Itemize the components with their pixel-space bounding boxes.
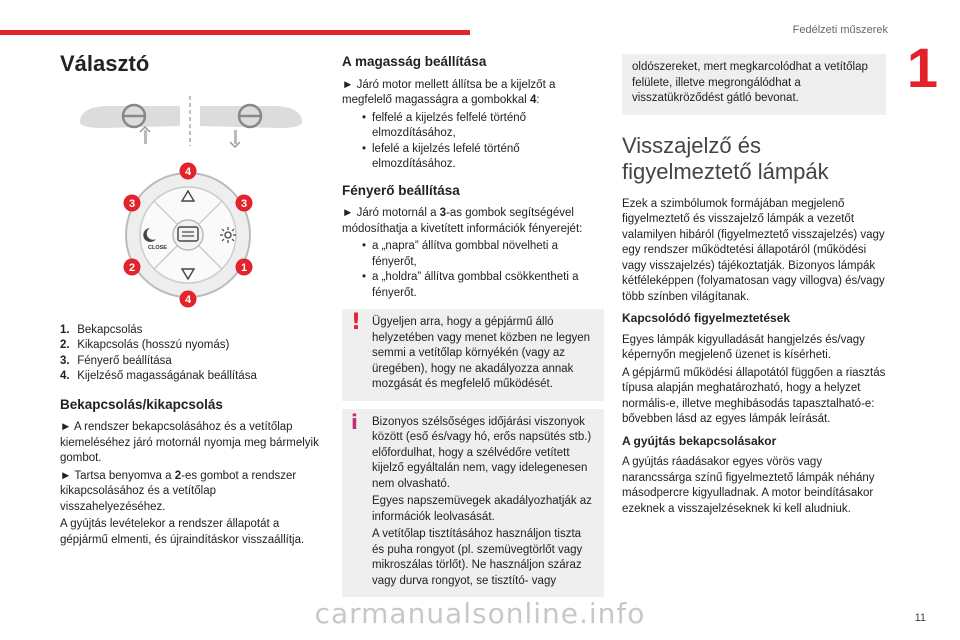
svg-text:4: 4: [184, 166, 192, 178]
chapter-number: 1: [906, 36, 938, 99]
steering-wheel-icon: [80, 105, 180, 144]
subsection-title-related-warnings: Kapcsolódó figyelmeztetések: [622, 311, 791, 325]
callout-4-top: [180, 163, 197, 180]
legend-item: 4. Kijelzéső magasságának beállítása: [60, 370, 257, 382]
subsection-title-onoff: Bekapcsolás/kikapcsolás: [60, 396, 223, 412]
close-label: CLOSE: [148, 245, 167, 251]
callout-3-left: [124, 195, 141, 212]
svg-text:3: 3: [240, 198, 248, 210]
column-3: [622, 54, 886, 519]
paragraph: ► Járó motornál a 3-as gombok segítségével módosíthatja a kivetített információk fényerejét:: [342, 207, 583, 235]
bullet-list: [342, 111, 604, 173]
warning-box: ! Ügyeljen arra, hogy a gépjármű álló helyzetében vagy menet közben ne legyen semmi a vetítőlap környékén (vagy az üregében), hogy ne akadályozza annak mozgását és megfelelő működését.: [342, 309, 604, 401]
legend-item: 2. Kikapcsolás (hosszú nyomás): [60, 339, 230, 351]
column-2: [342, 54, 604, 605]
paragraph: A gépjármű működési állapotától függően a riasztás típusa alapján meghatározható, hogy a helyzet normális-e, illetve meghibásodás tapasztalható-e: bővebben lásd az egyes lámpák leírását.: [622, 366, 886, 425]
list-item: • a „holdra” állítva gombbal csökkentheti a fényerőt.: [372, 270, 604, 301]
section-title-warning-lamps: Visszajelző és figyelmeztető lámpák: [622, 132, 829, 184]
section-title-selector: Választó: [60, 51, 150, 76]
running-header: Fedélzeti műszerek: [792, 24, 888, 36]
subsection-title-ignition-on: A gyújtás bekapcsolásakor: [622, 433, 777, 448]
watermark: carmanualsonline.info: [314, 597, 646, 630]
list-item: • a „napra” állítva gombbal növelheti a fényerőt,: [372, 239, 604, 270]
paragraph: Egyes lámpák kigyulladását hangjelzés és/vagy képernyőn megjelenő üzenet is kísérheti.: [622, 333, 865, 361]
callout-2: [124, 259, 141, 276]
header-accent-bar: [0, 30, 470, 35]
svg-text:1: 1: [240, 262, 248, 274]
bullet-list: [342, 239, 604, 301]
legend-item: 3. Fényerő beállítása: [60, 354, 172, 367]
subsection-title-brightness: Fényerő beállítása: [342, 182, 460, 198]
steering-wheel-icon: [200, 105, 302, 147]
paragraph: ► Tartsa benyomva a 2-es gombot a rendszer kikapcsolásához és a vetítőlap visszahelyezéséhez.: [60, 469, 297, 513]
figure-legend: [60, 323, 322, 385]
info-box: i Bizonyos szélsőséges időjárási viszonyok között (eső és/vagy hó, erős napsütés stb.) előfordulhat, hogy a szélvédőre vetített kijelző egyáltalán nem, vagy idelegenesen nem olvasható. Egyes napszemüvegek akadályozhatják az információk leolvasását. A vetítőlap tisztításához használjon tiszta és puha rongyot (pl. szemüvegtörlőt vagy mikroszálas törlőt). Ne használjon száraz vagy durva rongyot, se tisztító- vagy: [342, 409, 604, 598]
info-box-continued: oldószereket, mert megkarcolódhat a vetítőlap felülete, illetve megrongálódhat a visszatükröződést gátló bevonat.: [622, 54, 886, 115]
svg-text:3: 3: [128, 198, 136, 210]
callout-1: [236, 259, 253, 276]
page-number: 11: [914, 612, 926, 624]
hud-position-illustration: [60, 92, 322, 148]
callout-3-right: [236, 195, 253, 212]
column-1: [60, 51, 322, 550]
svg-text:2: 2: [128, 262, 136, 274]
list-item: • felfelé a kijelzés felfelé történő elmozdításához,: [372, 111, 604, 142]
legend-item: 1. Bekapcsolás: [60, 323, 143, 336]
paragraph: A gyújtás ráadásakor egyes vörös vagy narancssárga színű figyelmeztető lámpák néhány másodpercre kigyulladnak. A motor beindításakor ezeknek a visszajelzéseknek ki kell aludniuk.: [622, 456, 875, 515]
callout-4-bottom: [180, 291, 197, 308]
paragraph: ► Járó motor mellett állítsa be a kijelzőt a megfelelő magasságra a gombokkal 4:: [342, 78, 556, 106]
list-item: • lefelé a kijelzés lefelé történő elmozdításához.: [372, 142, 604, 173]
paragraph: ► A rendszer bekapcsolásához és a vetítőlap kiemeléséhez járó motornál nyomja meg bármelyik gombot.: [60, 421, 319, 464]
control-panel-illustration: [60, 161, 322, 309]
subsection-title-height: A magasság beállítása: [342, 54, 487, 69]
paragraph: Ezek a szimbólumok formájában megjelenő figyelmeztető és visszajelző lámpák a vezetőt valamilyen hibáról (figyelmeztető visszajelzés) vagy egy rendszer működtetési állapotáról (működési vagy visszajelzés) tájékoztatják. Bizonyos lámpák kétféleképpen (folyamatosan vagy villogva) és/vagy több színben világítanak.: [622, 197, 885, 303]
paragraph: A gyújtás levételekor a rendszer állapotát a gépjármű elmenti, és újraindításkor visszaállítja.: [60, 518, 305, 546]
info-icon: i: [351, 409, 358, 434]
warning-icon: !: [351, 310, 362, 335]
svg-text:4: 4: [184, 294, 192, 306]
